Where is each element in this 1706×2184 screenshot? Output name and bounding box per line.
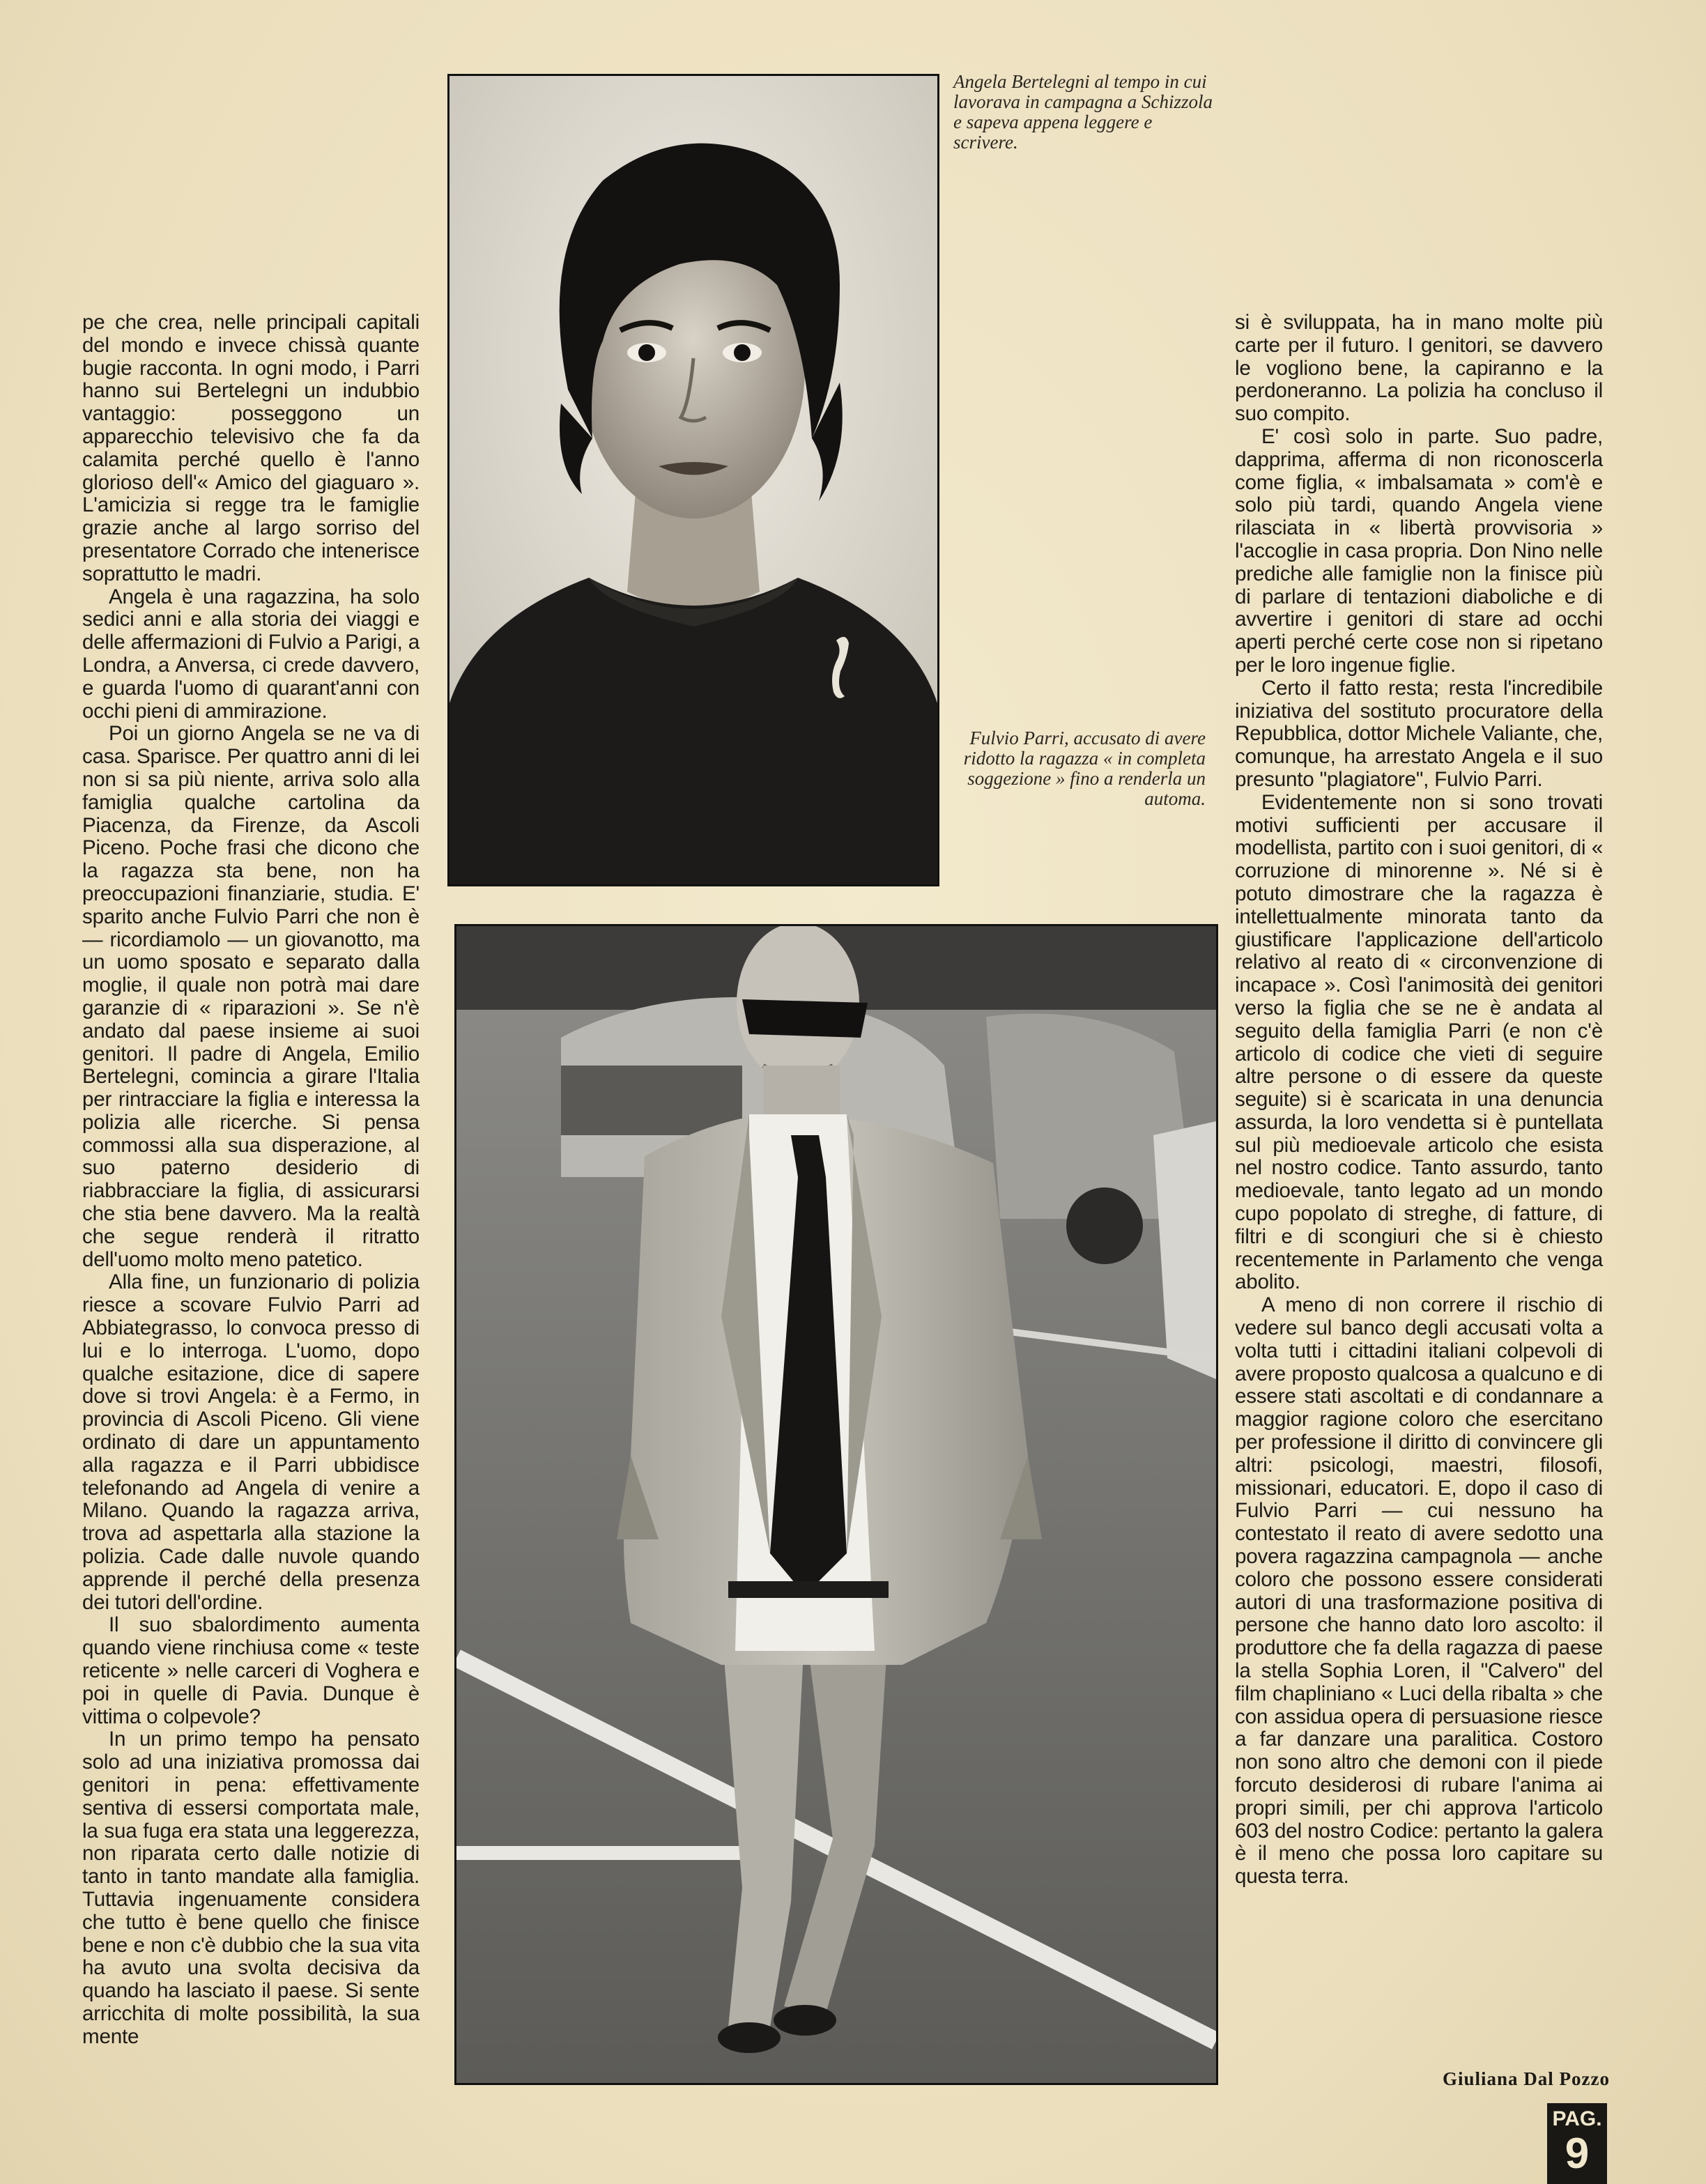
paragraph: E' così solo in parte. Suo padre, dapprima, afferma di non riconoscerla come figlia, « imbalsamata » com'è e solo più tardi, quando Angela viene rilasciata in « libertà provvisoria » l'accoglie in casa propria. Don Nino nelle prediche alle famiglie non la finisce più di parlare di tentazioni diaboliche e di avvertire i genitori di stare ad occhi aperti perché certe cose non si ripetano per le loro ingenue figlie. xyxy=(1235,424,1603,677)
paragraph: In un primo tempo ha pensato solo ad una iniziativa promossa dai genitori in pena: effettivamente sentiva di essersi comportata male, la sua fuga era stata una leggerezza, non riparata certo dalle notizie di tanto in tanto mandate alla famiglia. Tuttavia ingenuamente considera che tutto è bene quello che finisce bene e non c'è dubbio che la sua vita ha avuto una svolta decisiva da quando ha lasciato il paese. Si sente arricchita di molte possibilità, la sua mente xyxy=(82,1728,420,2048)
paragraph: Angela è una ragazzina, ha solo sedici anni e alla storia dei viaggi e delle affermazioni di Fulvio a Parigi, a Londra, a Anversa, ci crede davvero, e guarda l'uomo di quarant'anni con occhi pieni di ammirazione. xyxy=(82,585,420,723)
portrait-caption: Angela Bertelegni al tempo in cui lavorava in campagna a Schizzola e sapeva appena leggere e scrivere. xyxy=(953,71,1213,153)
paragraph: si è sviluppata, ha in mano molte più carte per il futuro. I genitori, se davvero le vogliono bene, la capiranno e la perdoneranno. La polizia ha concluso il suo compito. xyxy=(1235,311,1603,426)
page-number: 9 xyxy=(1565,2130,1590,2178)
text-column-right xyxy=(1235,312,1603,2068)
paragraph: Evidentemente non si sono trovati motivi sufficienti per accusare il modellista, partito con i suoi genitori, di « corruzione di minorenne ». Né si è potuto dimostrare che la ragazza è intellettualmente minorata tanto da giustificare l'applicazione dell'articolo relativo al reato di « circonvenzione di incapace ». Così l'animosità dei genitori verso la figlia che se ne è andata al seguito della famiglia Parri (e non c'è articolo di codice che vieti di seguire altre persone o di essere da queste seguite) si è scaricata in una denuncia assurda, la loro vendetta si è puntellata sul più medioevale articolo che esista nel nostro codice. Tanto assurdo, tanto medioevale, tanto legato ad un mondo cupo popolato di streghe, di fatture, di filtri e di scongiuri che si è chiesto recentemente in Parlamento che venga abolito. xyxy=(1235,790,1603,1294)
portrait-illustration xyxy=(449,76,937,884)
author-signature: Giuliana Dal Pozzo xyxy=(1443,2068,1610,2089)
paragraph: Poi un giorno Angela se ne va di casa. Sparisce. Per quattro anni di lei non si sa più niente, arriva solo alla famiglia qualche cartolina da Piacenza, da Firenze, da Ascoli Piceno. Poche frasi che dicono che la ragazza sta bene, non ha preoccupazioni finanziarie, studia. E' sparito anche Fulvio Parri che non è — ricordiamolo — un giovanotto, ma un uomo sposato e separato dalla moglie, il quale non potrà mai dare garanzie di « riparazioni ». Se n'è andato dal paese insieme ai suoi genitori. Il padre di Angela, Emilio Bertelegni, comincia a girare l'Italia per rintracciare la figlia e interessa la polizia alle ricerche. Si pensa commossi alla sua disperazione, al suo paterno desiderio di riabbracciare la figlia, di assicurarsi che stia bene davvero. Ma la realtà che segue renderà il ritratto dell'uomo molto meno patetico. xyxy=(82,722,420,1271)
page-number-badge xyxy=(1547,2103,1607,2184)
walking-man-photo xyxy=(454,924,1218,2085)
paragraph: Certo il fatto resta; resta l'incredibile iniziativa del sostituto procuratore della Repubblica, dottor Michele Valiante, che, comunque, ha arrestato Angela e il suo presunto "plagiatore", Fulvio Parri. xyxy=(1235,676,1603,791)
walking-photo-caption: Fulvio Parri, accusato di avere ridotto la ragazza « in completa soggezione » fino a renderla un automa. xyxy=(963,728,1206,809)
paragraph: Alla fine, un funzionario di polizia riesce a scovare Fulvio Parri ad Abbiategrasso, lo convoca presso di lui e lo interroga. L'uomo, dopo qualche esitazione, dice di sapere dove si trovi Angela: è a Fermo, in provincia di Ascoli Piceno. Gli viene ordinato di dare un appuntamento alla ragazza e il Parri ubbidisce telefonando ad Angela di venire a Milano. Quando la ragazza arriva, trova ad aspettarla alla stazione la polizia. Cade dalle nuvole quando apprende il perché della presenza dei tutori dell'ordine. xyxy=(82,1270,420,1614)
walking-man-illustration xyxy=(456,926,1216,2083)
paragraph: A meno di non correre il rischio di vedere sul banco degli accusati volta a volta tutti i cittadini italiani colpevoli di avere proposto qualcosa a qualcuno e di essere stati ascoltati e di condannare a maggior ragione coloro che esercitano per professione il diritto di convincere gli altri: psicologi, maestri, filosofi, missionari, educatori. E, dopo il caso di Fulvio Parri — cui nessuno ha contestato il reato di avere sedotto una povera ragazzina campagnola — anche coloro che possono essere considerati autori di una trasformazione positiva di persone che hanno dato loro ascolto: il produttore che fa della ragazza di paese la stella Sophia Loren, il "Calvero" del film chapliniano « Luci della ribalta » che con assidua opera di persuasione riesce a far danzare una paralitica. Costoro non sono altro che demoni con il piede forcuto desiderosi di rubare l'anima ai propri simili, per chi approva l'articolo 603 del nostro Codice: pertanto la galera è il meno che possa loro capitare su questa terra. xyxy=(1235,1293,1603,1889)
text-column-left xyxy=(82,312,420,2095)
portrait-photo xyxy=(447,74,939,886)
paragraph: pe che crea, nelle principali capitali del mondo e invece chissà quante bugie racconta. In ogni modo, i Parri hanno sui Bertelegni un indubbio vantaggio: posseggono un apparecchio televisivo che fa da calamita perché quello è l'anno glorioso dell'« Amico del giaguaro ». L'amicizia si regge tra le famiglie grazie anche al largo sorriso del presentatore Corrado che intenerisce soprattutto le madri. xyxy=(82,311,420,585)
page-label: PAG. xyxy=(1552,2107,1602,2130)
paragraph: Il suo sbalordimento aumenta quando viene rinchiusa come « teste reticente » nelle carceri di Voghera e poi in quelle di Pavia. Dunque è vittima o colpevole? xyxy=(82,1613,420,1728)
